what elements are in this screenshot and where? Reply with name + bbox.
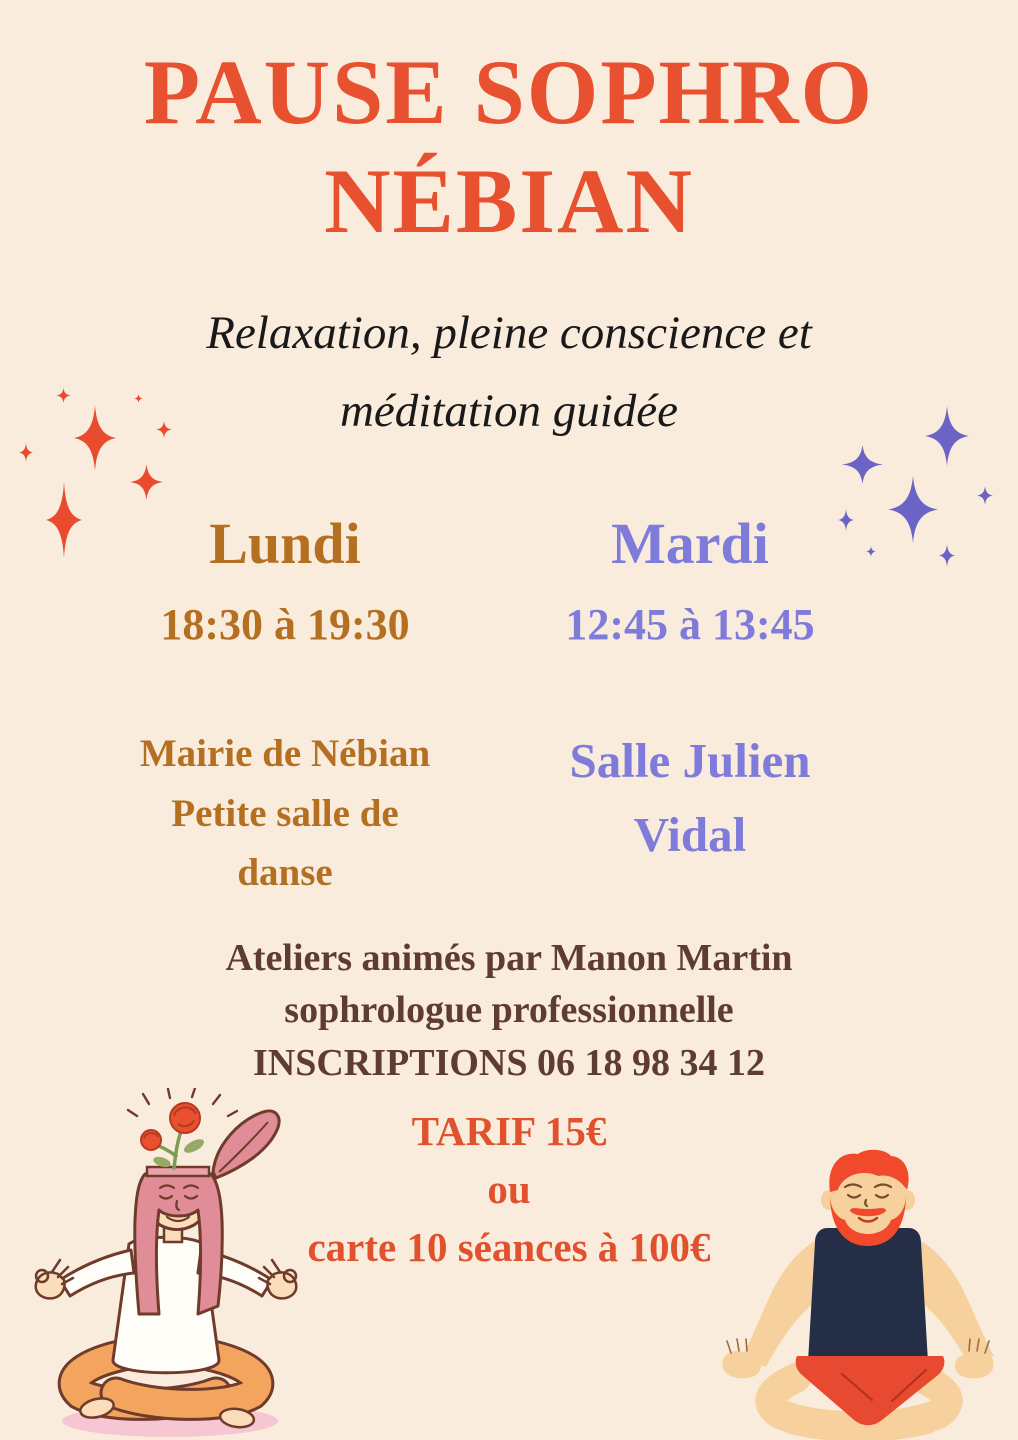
session-day: Lundi xyxy=(209,511,361,576)
sparkle-icon xyxy=(56,388,71,403)
pricing-line-ou: ou xyxy=(487,1166,531,1213)
session-time: 18:30 à 19:30 xyxy=(160,599,410,649)
sparkle-icon xyxy=(46,482,82,558)
sparkle-icon xyxy=(977,486,993,505)
sparkle-icon xyxy=(925,406,969,466)
woman-meditating-illustration xyxy=(0,1088,340,1440)
location-line: danse xyxy=(237,850,333,894)
title-line-2: NÉBIAN xyxy=(324,149,694,252)
sparkle-icon xyxy=(19,443,33,462)
pricing-line-carte: carte 10 séances à 100€ xyxy=(307,1224,711,1271)
session-time: 12:45 à 13:45 xyxy=(565,599,815,649)
location-line: Mairie de Nébian xyxy=(139,732,431,776)
session-monday xyxy=(95,512,475,902)
pricing-line-tarif: TARIF 15€ xyxy=(411,1108,607,1154)
subtitle-line-2: méditation guidée xyxy=(339,385,679,438)
location-line: Salle Julien xyxy=(569,733,811,789)
session-day: Mardi xyxy=(611,511,769,576)
sparkle-icon xyxy=(842,445,883,484)
session-location xyxy=(95,724,475,902)
sparkle-icon xyxy=(939,544,955,567)
subtitle-line-1: Relaxation, pleine conscience et xyxy=(206,307,812,359)
sparkle-icon xyxy=(134,394,143,403)
info-block xyxy=(0,932,1018,1089)
session-location xyxy=(480,724,900,871)
session-tuesday xyxy=(480,512,900,871)
man-meditating-illustration xyxy=(700,1148,1018,1440)
info-line-inscriptions-phone: INSCRIPTIONS 06 18 98 34 12 xyxy=(252,1041,766,1084)
location-line: Vidal xyxy=(633,806,747,862)
poster-title xyxy=(0,38,1018,255)
sparkle-icon xyxy=(74,405,116,471)
poster-subtitle xyxy=(0,294,1018,450)
location-line: Petite salle de xyxy=(171,791,399,835)
sparkle-icon xyxy=(156,421,172,438)
title-line-1: PAUSE SOPHRO xyxy=(143,41,875,143)
info-line-profession: sophrologue professionnelle xyxy=(284,989,734,1032)
info-line-animator: Ateliers animés par Manon Martin xyxy=(225,937,793,979)
sparkle-icon xyxy=(130,464,163,500)
